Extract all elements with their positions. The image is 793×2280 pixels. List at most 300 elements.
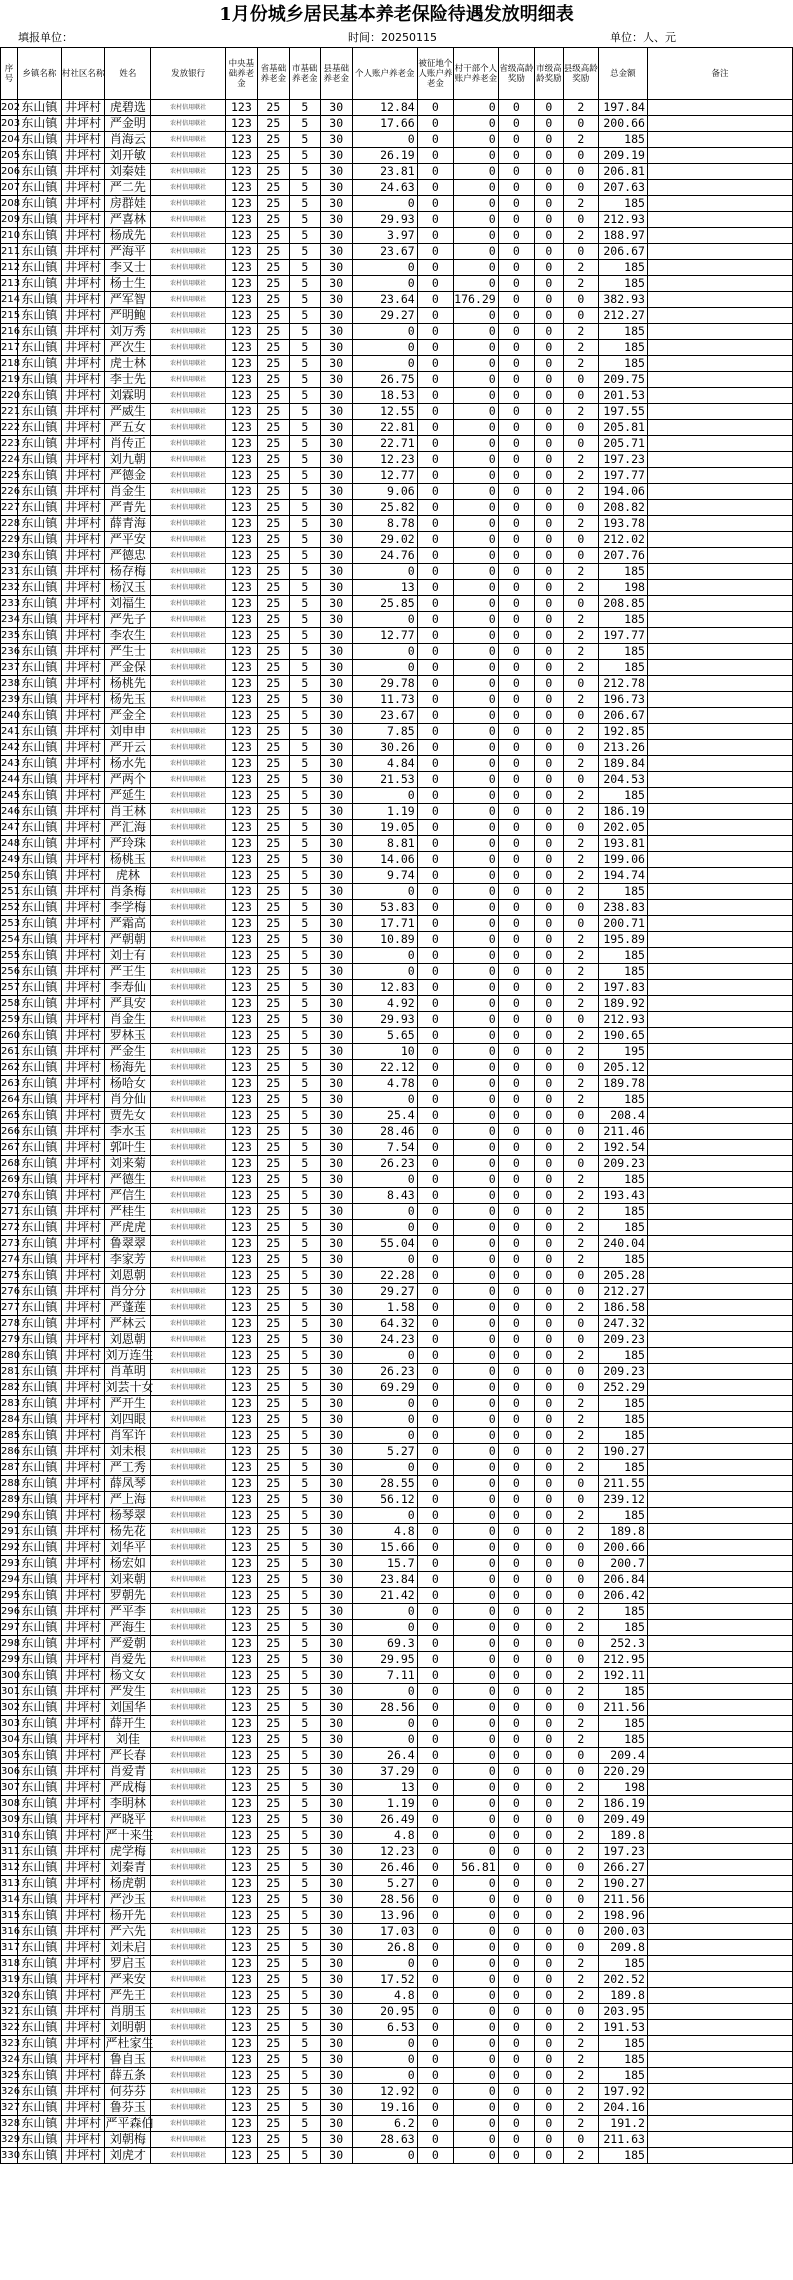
table-cell[interactable]: 123 [225, 868, 257, 884]
table-cell[interactable]: 2 [563, 1204, 598, 1220]
table-cell[interactable]: 0 [534, 1668, 563, 1684]
table-cell[interactable]: 4.78 [352, 1076, 417, 1092]
table-cell[interactable]: 212.27 [598, 308, 647, 324]
table-cell[interactable]: 30 [320, 1620, 352, 1636]
table-cell[interactable]: 0 [453, 644, 498, 660]
table-cell[interactable]: 5 [289, 1956, 320, 1972]
table-cell[interactable]: 0 [453, 1652, 498, 1668]
table-cell[interactable]: 农村信用联社 [151, 1732, 226, 1748]
table-cell[interactable]: 326 [1, 2084, 18, 2100]
table-cell[interactable]: 0 [417, 996, 453, 1012]
table-cell[interactable]: 严金明 [105, 116, 151, 132]
table-cell[interactable]: 249 [1, 852, 18, 868]
table-row[interactable] [1, 1284, 793, 1300]
table-cell[interactable]: 204.53 [598, 772, 647, 788]
table-cell[interactable]: 25 [257, 1188, 289, 1204]
table-cell[interactable]: 0 [534, 1540, 563, 1556]
table-cell[interactable]: 0 [352, 1204, 417, 1220]
table-cell[interactable]: 0 [498, 484, 534, 500]
table-cell[interactable]: 东山镇 [18, 132, 62, 148]
table-cell[interactable]: 25 [257, 1844, 289, 1860]
table-cell[interactable]: 东山镇 [18, 612, 62, 628]
table-cell[interactable] [647, 580, 792, 596]
table-cell[interactable] [647, 596, 792, 612]
table-cell[interactable]: 严六先 [105, 1924, 151, 1940]
table-cell[interactable] [647, 260, 792, 276]
table-cell[interactable]: 5 [289, 692, 320, 708]
table-cell[interactable]: 30 [320, 244, 352, 260]
table-cell[interactable]: 0 [563, 1268, 598, 1284]
table-cell[interactable]: 2 [563, 484, 598, 500]
table-cell[interactable]: 123 [225, 1988, 257, 2004]
table-cell[interactable]: 刘华平 [105, 1540, 151, 1556]
table-cell[interactable]: 李明林 [105, 1796, 151, 1812]
table-cell[interactable]: 25 [257, 1012, 289, 1028]
table-cell[interactable]: 30 [320, 1188, 352, 1204]
table-cell[interactable]: 123 [225, 196, 257, 212]
table-cell[interactable]: 10.89 [352, 932, 417, 948]
table-cell[interactable]: 井坪村 [61, 564, 105, 580]
table-cell[interactable]: 井坪村 [61, 516, 105, 532]
table-cell[interactable]: 25 [257, 1076, 289, 1092]
table-cell[interactable]: 0 [534, 1124, 563, 1140]
table-cell[interactable]: 5 [289, 772, 320, 788]
table-cell[interactable]: 232 [1, 580, 18, 596]
table-cell[interactable]: 井坪村 [61, 1060, 105, 1076]
table-cell[interactable]: 0 [498, 1524, 534, 1540]
table-cell[interactable]: 0 [534, 244, 563, 260]
table-cell[interactable]: 0 [417, 1396, 453, 1412]
table-cell[interactable]: 严明鲍 [105, 308, 151, 324]
table-cell[interactable]: 农村信用联社 [151, 996, 226, 1012]
table-cell[interactable]: 0 [534, 1876, 563, 1892]
table-row[interactable] [1, 836, 793, 852]
table-row[interactable] [1, 2084, 793, 2100]
table-cell[interactable]: 5 [289, 1460, 320, 1476]
table-cell[interactable]: 24.23 [352, 1332, 417, 1348]
table-cell[interactable]: 农村信用联社 [151, 2020, 226, 2036]
table-cell[interactable]: 0 [453, 1668, 498, 1684]
table-cell[interactable]: 0 [534, 1204, 563, 1220]
table-cell[interactable]: 东山镇 [18, 452, 62, 468]
table-cell[interactable]: 0 [498, 404, 534, 420]
table-cell[interactable]: 0 [453, 500, 498, 516]
table-cell[interactable]: 5 [289, 1332, 320, 1348]
table-cell[interactable]: 30 [320, 1316, 352, 1332]
table-cell[interactable]: 0 [498, 2004, 534, 2020]
table-cell[interactable]: 201.53 [598, 388, 647, 404]
table-cell[interactable]: 286 [1, 1444, 18, 1460]
table-cell[interactable]: 305 [1, 1748, 18, 1764]
table-cell[interactable]: 123 [225, 1204, 257, 1220]
table-cell[interactable]: 262 [1, 1060, 18, 1076]
table-cell[interactable]: 东山镇 [18, 676, 62, 692]
table-cell[interactable]: 25 [257, 164, 289, 180]
table-cell[interactable]: 0 [498, 1300, 534, 1316]
table-cell[interactable]: 5 [289, 1620, 320, 1636]
table-cell[interactable]: 0 [498, 1732, 534, 1748]
table-cell[interactable]: 25 [257, 676, 289, 692]
table-cell[interactable] [647, 1060, 792, 1076]
table-cell[interactable]: 井坪村 [61, 452, 105, 468]
table-cell[interactable] [647, 852, 792, 868]
table-cell[interactable]: 农村信用联社 [151, 1060, 226, 1076]
table-cell[interactable] [647, 1268, 792, 1284]
column-header[interactable]: 序号 [1, 48, 18, 100]
table-cell[interactable]: 0 [563, 596, 598, 612]
table-cell[interactable]: 井坪村 [61, 1220, 105, 1236]
table-cell[interactable]: 井坪村 [61, 180, 105, 196]
table-cell[interactable]: 农村信用联社 [151, 1940, 226, 1956]
table-row[interactable] [1, 1556, 793, 1572]
table-cell[interactable]: 0 [453, 948, 498, 964]
table-cell[interactable]: 0 [498, 1700, 534, 1716]
table-row[interactable] [1, 1348, 793, 1364]
table-cell[interactable]: 0 [498, 1188, 534, 1204]
table-cell[interactable]: 25 [257, 1764, 289, 1780]
table-cell[interactable] [647, 1028, 792, 1044]
table-cell[interactable]: 0 [534, 1940, 563, 1956]
table-cell[interactable]: 209.8 [598, 1940, 647, 1956]
table-row[interactable] [1, 1076, 793, 1092]
table-cell[interactable]: 2 [563, 1844, 598, 1860]
table-cell[interactable]: 薛开生 [105, 1716, 151, 1732]
table-cell[interactable]: 30 [320, 484, 352, 500]
table-cell[interactable]: 农村信用联社 [151, 1972, 226, 1988]
table-cell[interactable]: 176.29 [453, 292, 498, 308]
table-cell[interactable]: 30 [320, 804, 352, 820]
table-cell[interactable]: 123 [225, 916, 257, 932]
table-cell[interactable]: 25 [257, 1508, 289, 1524]
table-cell[interactable]: 农村信用联社 [151, 1028, 226, 1044]
table-cell[interactable]: 25 [257, 1732, 289, 1748]
table-cell[interactable]: 农村信用联社 [151, 1572, 226, 1588]
table-cell[interactable]: 东山镇 [18, 164, 62, 180]
table-cell[interactable]: 刘恩朝 [105, 1332, 151, 1348]
table-cell[interactable]: 5 [289, 1076, 320, 1092]
table-cell[interactable]: 0 [352, 1604, 417, 1620]
table-cell[interactable]: 220 [1, 388, 18, 404]
table-cell[interactable]: 0 [498, 820, 534, 836]
table-cell[interactable]: 185 [598, 1620, 647, 1636]
table-cell[interactable]: 197.77 [598, 628, 647, 644]
table-cell[interactable]: 5 [289, 372, 320, 388]
table-cell[interactable]: 0 [498, 180, 534, 196]
table-cell[interactable]: 东山镇 [18, 2148, 62, 2164]
table-cell[interactable]: 203 [1, 116, 18, 132]
table-cell[interactable]: 农村信用联社 [151, 580, 226, 596]
table-cell[interactable]: 211.56 [598, 1892, 647, 1908]
table-cell[interactable]: 30 [320, 1236, 352, 1252]
table-cell[interactable]: 农村信用联社 [151, 180, 226, 196]
table-cell[interactable]: 井坪村 [61, 772, 105, 788]
table-cell[interactable]: 206.67 [598, 244, 647, 260]
table-row[interactable] [1, 980, 793, 996]
table-cell[interactable] [647, 1220, 792, 1236]
table-cell[interactable]: 30 [320, 788, 352, 804]
table-cell[interactable]: 东山镇 [18, 1172, 62, 1188]
table-cell[interactable]: 0 [453, 2052, 498, 2068]
table-cell[interactable]: 0 [417, 1412, 453, 1428]
table-cell[interactable]: 东山镇 [18, 500, 62, 516]
table-cell[interactable]: 0 [453, 1748, 498, 1764]
table-cell[interactable]: 5 [289, 724, 320, 740]
table-cell[interactable]: 5 [289, 1012, 320, 1028]
table-cell[interactable]: 123 [225, 980, 257, 996]
table-cell[interactable]: 207 [1, 180, 18, 196]
table-cell[interactable]: 2 [563, 1732, 598, 1748]
table-cell[interactable]: 0 [453, 1460, 498, 1476]
table-cell[interactable]: 30 [320, 1972, 352, 1988]
table-cell[interactable]: 0 [563, 1540, 598, 1556]
table-cell[interactable]: 5 [289, 404, 320, 420]
table-cell[interactable]: 0 [498, 2148, 534, 2164]
table-cell[interactable]: 井坪村 [61, 932, 105, 948]
table-cell[interactable]: 0 [498, 836, 534, 852]
table-cell[interactable]: 5 [289, 676, 320, 692]
table-row[interactable] [1, 644, 793, 660]
table-cell[interactable]: 2 [563, 1028, 598, 1044]
table-cell[interactable] [647, 1428, 792, 1444]
table-cell[interactable]: 农村信用联社 [151, 884, 226, 900]
table-cell[interactable]: 4.8 [352, 1988, 417, 2004]
table-cell[interactable]: 0 [453, 692, 498, 708]
table-cell[interactable]: 30 [320, 276, 352, 292]
table-cell[interactable]: 0 [534, 372, 563, 388]
table-cell[interactable]: 0 [563, 1748, 598, 1764]
table-cell[interactable]: 278 [1, 1316, 18, 1332]
table-row[interactable] [1, 1204, 793, 1220]
table-cell[interactable]: 5 [289, 500, 320, 516]
table-cell[interactable]: 5 [289, 196, 320, 212]
table-cell[interactable]: 2 [563, 2052, 598, 2068]
table-cell[interactable]: 5 [289, 468, 320, 484]
table-cell[interactable]: 25 [257, 1956, 289, 1972]
table-cell[interactable]: 0 [417, 1636, 453, 1652]
table-cell[interactable] [647, 100, 792, 116]
table-cell[interactable]: 0 [453, 1204, 498, 1220]
table-cell[interactable]: 2 [563, 1428, 598, 1444]
table-cell[interactable]: 190.65 [598, 1028, 647, 1044]
table-cell[interactable]: 194.74 [598, 868, 647, 884]
table-cell[interactable]: 0 [417, 1524, 453, 1540]
table-cell[interactable]: 25 [257, 388, 289, 404]
table-cell[interactable] [647, 868, 792, 884]
table-cell[interactable]: 东山镇 [18, 1364, 62, 1380]
table-cell[interactable]: 0 [498, 340, 534, 356]
table-cell[interactable]: 123 [225, 2084, 257, 2100]
table-cell[interactable]: 238 [1, 676, 18, 692]
table-cell[interactable] [647, 1364, 792, 1380]
table-cell[interactable]: 农村信用联社 [151, 1284, 226, 1300]
table-cell[interactable]: 0 [417, 724, 453, 740]
table-cell[interactable]: 250 [1, 868, 18, 884]
table-cell[interactable]: 0 [453, 1700, 498, 1716]
table-cell[interactable]: 30 [320, 820, 352, 836]
table-row[interactable] [1, 1924, 793, 1940]
table-cell[interactable]: 0 [417, 1956, 453, 1972]
table-cell[interactable]: 肖传正 [105, 436, 151, 452]
table-cell[interactable]: 25 [257, 1268, 289, 1284]
table-cell[interactable]: 218 [1, 356, 18, 372]
table-cell[interactable]: 井坪村 [61, 1300, 105, 1316]
table-cell[interactable]: 2 [563, 580, 598, 596]
table-cell[interactable]: 东山镇 [18, 1972, 62, 1988]
table-cell[interactable]: 266.27 [598, 1860, 647, 1876]
table-cell[interactable]: 4.8 [352, 1524, 417, 1540]
table-cell[interactable]: 0 [534, 1428, 563, 1444]
table-cell[interactable]: 25 [257, 1556, 289, 1572]
table-cell[interactable] [647, 1444, 792, 1460]
table-cell[interactable]: 266 [1, 1124, 18, 1140]
table-cell[interactable]: 30 [320, 2100, 352, 2116]
table-cell[interactable]: 0 [417, 2132, 453, 2148]
table-cell[interactable]: 25 [257, 1364, 289, 1380]
table-cell[interactable]: 5 [289, 1172, 320, 1188]
table-row[interactable] [1, 548, 793, 564]
table-row[interactable] [1, 1572, 793, 1588]
table-cell[interactable]: 29.93 [352, 212, 417, 228]
table-cell[interactable]: 30 [320, 436, 352, 452]
table-cell[interactable]: 0 [453, 1124, 498, 1140]
table-cell[interactable]: 30 [320, 1732, 352, 1748]
table-cell[interactable]: 0 [498, 1508, 534, 1524]
table-cell[interactable] [647, 500, 792, 516]
table-cell[interactable]: 5 [289, 1476, 320, 1492]
table-cell[interactable]: 30 [320, 1716, 352, 1732]
table-cell[interactable]: 0 [417, 2148, 453, 2164]
table-cell[interactable]: 严海平 [105, 244, 151, 260]
table-cell[interactable]: 罗朝先 [105, 1588, 151, 1604]
table-cell[interactable]: 185 [598, 1716, 647, 1732]
table-cell[interactable]: 0 [534, 2100, 563, 2116]
table-cell[interactable]: 井坪村 [61, 1572, 105, 1588]
table-row[interactable] [1, 2052, 793, 2068]
table-cell[interactable] [647, 676, 792, 692]
table-cell[interactable] [647, 2036, 792, 2052]
table-row[interactable] [1, 2100, 793, 2116]
table-cell[interactable]: 0 [498, 116, 534, 132]
table-cell[interactable]: 25 [257, 1796, 289, 1812]
table-cell[interactable]: 东山镇 [18, 2100, 62, 2116]
table-cell[interactable]: 25 [257, 916, 289, 932]
table-cell[interactable]: 杨虎朝 [105, 1876, 151, 1892]
table-cell[interactable]: 0 [534, 308, 563, 324]
table-cell[interactable]: 0 [453, 724, 498, 740]
table-cell[interactable]: 东山镇 [18, 260, 62, 276]
table-cell[interactable]: 0 [498, 1476, 534, 1492]
table-cell[interactable]: 0 [417, 1620, 453, 1636]
table-cell[interactable]: 5.27 [352, 1444, 417, 1460]
table-cell[interactable]: 123 [225, 1428, 257, 1444]
table-cell[interactable]: 56.81 [453, 1860, 498, 1876]
table-cell[interactable]: 30 [320, 1364, 352, 1380]
table-cell[interactable]: 李学梅 [105, 900, 151, 916]
table-cell[interactable]: 204 [1, 132, 18, 148]
table-cell[interactable]: 25 [257, 580, 289, 596]
table-cell[interactable]: 5 [289, 260, 320, 276]
table-row[interactable] [1, 180, 793, 196]
table-cell[interactable]: 农村信用联社 [151, 564, 226, 580]
table-cell[interactable]: 281 [1, 1364, 18, 1380]
table-cell[interactable]: 30 [320, 324, 352, 340]
table-cell[interactable]: 0 [498, 1860, 534, 1876]
table-cell[interactable]: 0 [534, 1812, 563, 1828]
table-cell[interactable]: 0 [534, 276, 563, 292]
table-cell[interactable]: 25 [257, 1172, 289, 1188]
table-row[interactable] [1, 292, 793, 308]
table-cell[interactable]: 0 [417, 372, 453, 388]
table-cell[interactable]: 30.26 [352, 740, 417, 756]
table-cell[interactable]: 0 [498, 356, 534, 372]
table-cell[interactable]: 0 [563, 148, 598, 164]
table-cell[interactable]: 2 [563, 1396, 598, 1412]
table-cell[interactable]: 农村信用联社 [151, 980, 226, 996]
table-cell[interactable]: 东山镇 [18, 2132, 62, 2148]
table-cell[interactable]: 123 [225, 2052, 257, 2068]
table-cell[interactable]: 185 [598, 1732, 647, 1748]
table-cell[interactable]: 杨士生 [105, 276, 151, 292]
table-cell[interactable] [647, 996, 792, 1012]
table-cell[interactable]: 123 [225, 1156, 257, 1172]
table-cell[interactable]: 0 [534, 1316, 563, 1332]
table-cell[interactable]: 123 [225, 340, 257, 356]
table-cell[interactable]: 21.53 [352, 772, 417, 788]
table-cell[interactable]: 东山镇 [18, 1236, 62, 1252]
table-cell[interactable]: 井坪村 [61, 1972, 105, 1988]
table-cell[interactable]: 东山镇 [18, 788, 62, 804]
table-cell[interactable]: 123 [225, 756, 257, 772]
table-row[interactable] [1, 676, 793, 692]
table-cell[interactable] [647, 1172, 792, 1188]
table-cell[interactable]: 23.81 [352, 164, 417, 180]
table-cell[interactable]: 198 [598, 1780, 647, 1796]
table-cell[interactable]: 0 [417, 644, 453, 660]
table-cell[interactable]: 0 [417, 564, 453, 580]
table-cell[interactable]: 农村信用联社 [151, 1108, 226, 1124]
table-cell[interactable]: 0 [498, 564, 534, 580]
table-cell[interactable]: 25 [257, 980, 289, 996]
table-cell[interactable]: 井坪村 [61, 804, 105, 820]
table-cell[interactable]: 0 [534, 100, 563, 116]
table-row[interactable] [1, 820, 793, 836]
table-cell[interactable]: 320 [1, 1988, 18, 2004]
table-cell[interactable]: 井坪村 [61, 2116, 105, 2132]
table-cell[interactable]: 25 [257, 804, 289, 820]
table-row[interactable] [1, 1124, 793, 1140]
table-cell[interactable]: 0 [453, 212, 498, 228]
table-cell[interactable] [647, 612, 792, 628]
table-cell[interactable]: 0 [417, 1876, 453, 1892]
table-cell[interactable]: 19.16 [352, 2100, 417, 2116]
table-cell[interactable]: 185 [598, 660, 647, 676]
table-cell[interactable]: 农村信用联社 [151, 1364, 226, 1380]
table-cell[interactable]: 0 [453, 1796, 498, 1812]
table-cell[interactable]: 东山镇 [18, 1492, 62, 1508]
table-cell[interactable]: 0 [417, 452, 453, 468]
table-cell[interactable]: 东山镇 [18, 1444, 62, 1460]
table-cell[interactable]: 农村信用联社 [151, 1828, 226, 1844]
table-cell[interactable]: 0 [417, 1172, 453, 1188]
table-cell[interactable]: 2 [563, 404, 598, 420]
table-cell[interactable]: 123 [225, 260, 257, 276]
table-cell[interactable]: 0 [453, 660, 498, 676]
table-cell[interactable]: 东山镇 [18, 1652, 62, 1668]
table-cell[interactable]: 0 [417, 1204, 453, 1220]
table-cell[interactable]: 0 [498, 1652, 534, 1668]
table-cell[interactable]: 东山镇 [18, 436, 62, 452]
table-row[interactable] [1, 1428, 793, 1444]
